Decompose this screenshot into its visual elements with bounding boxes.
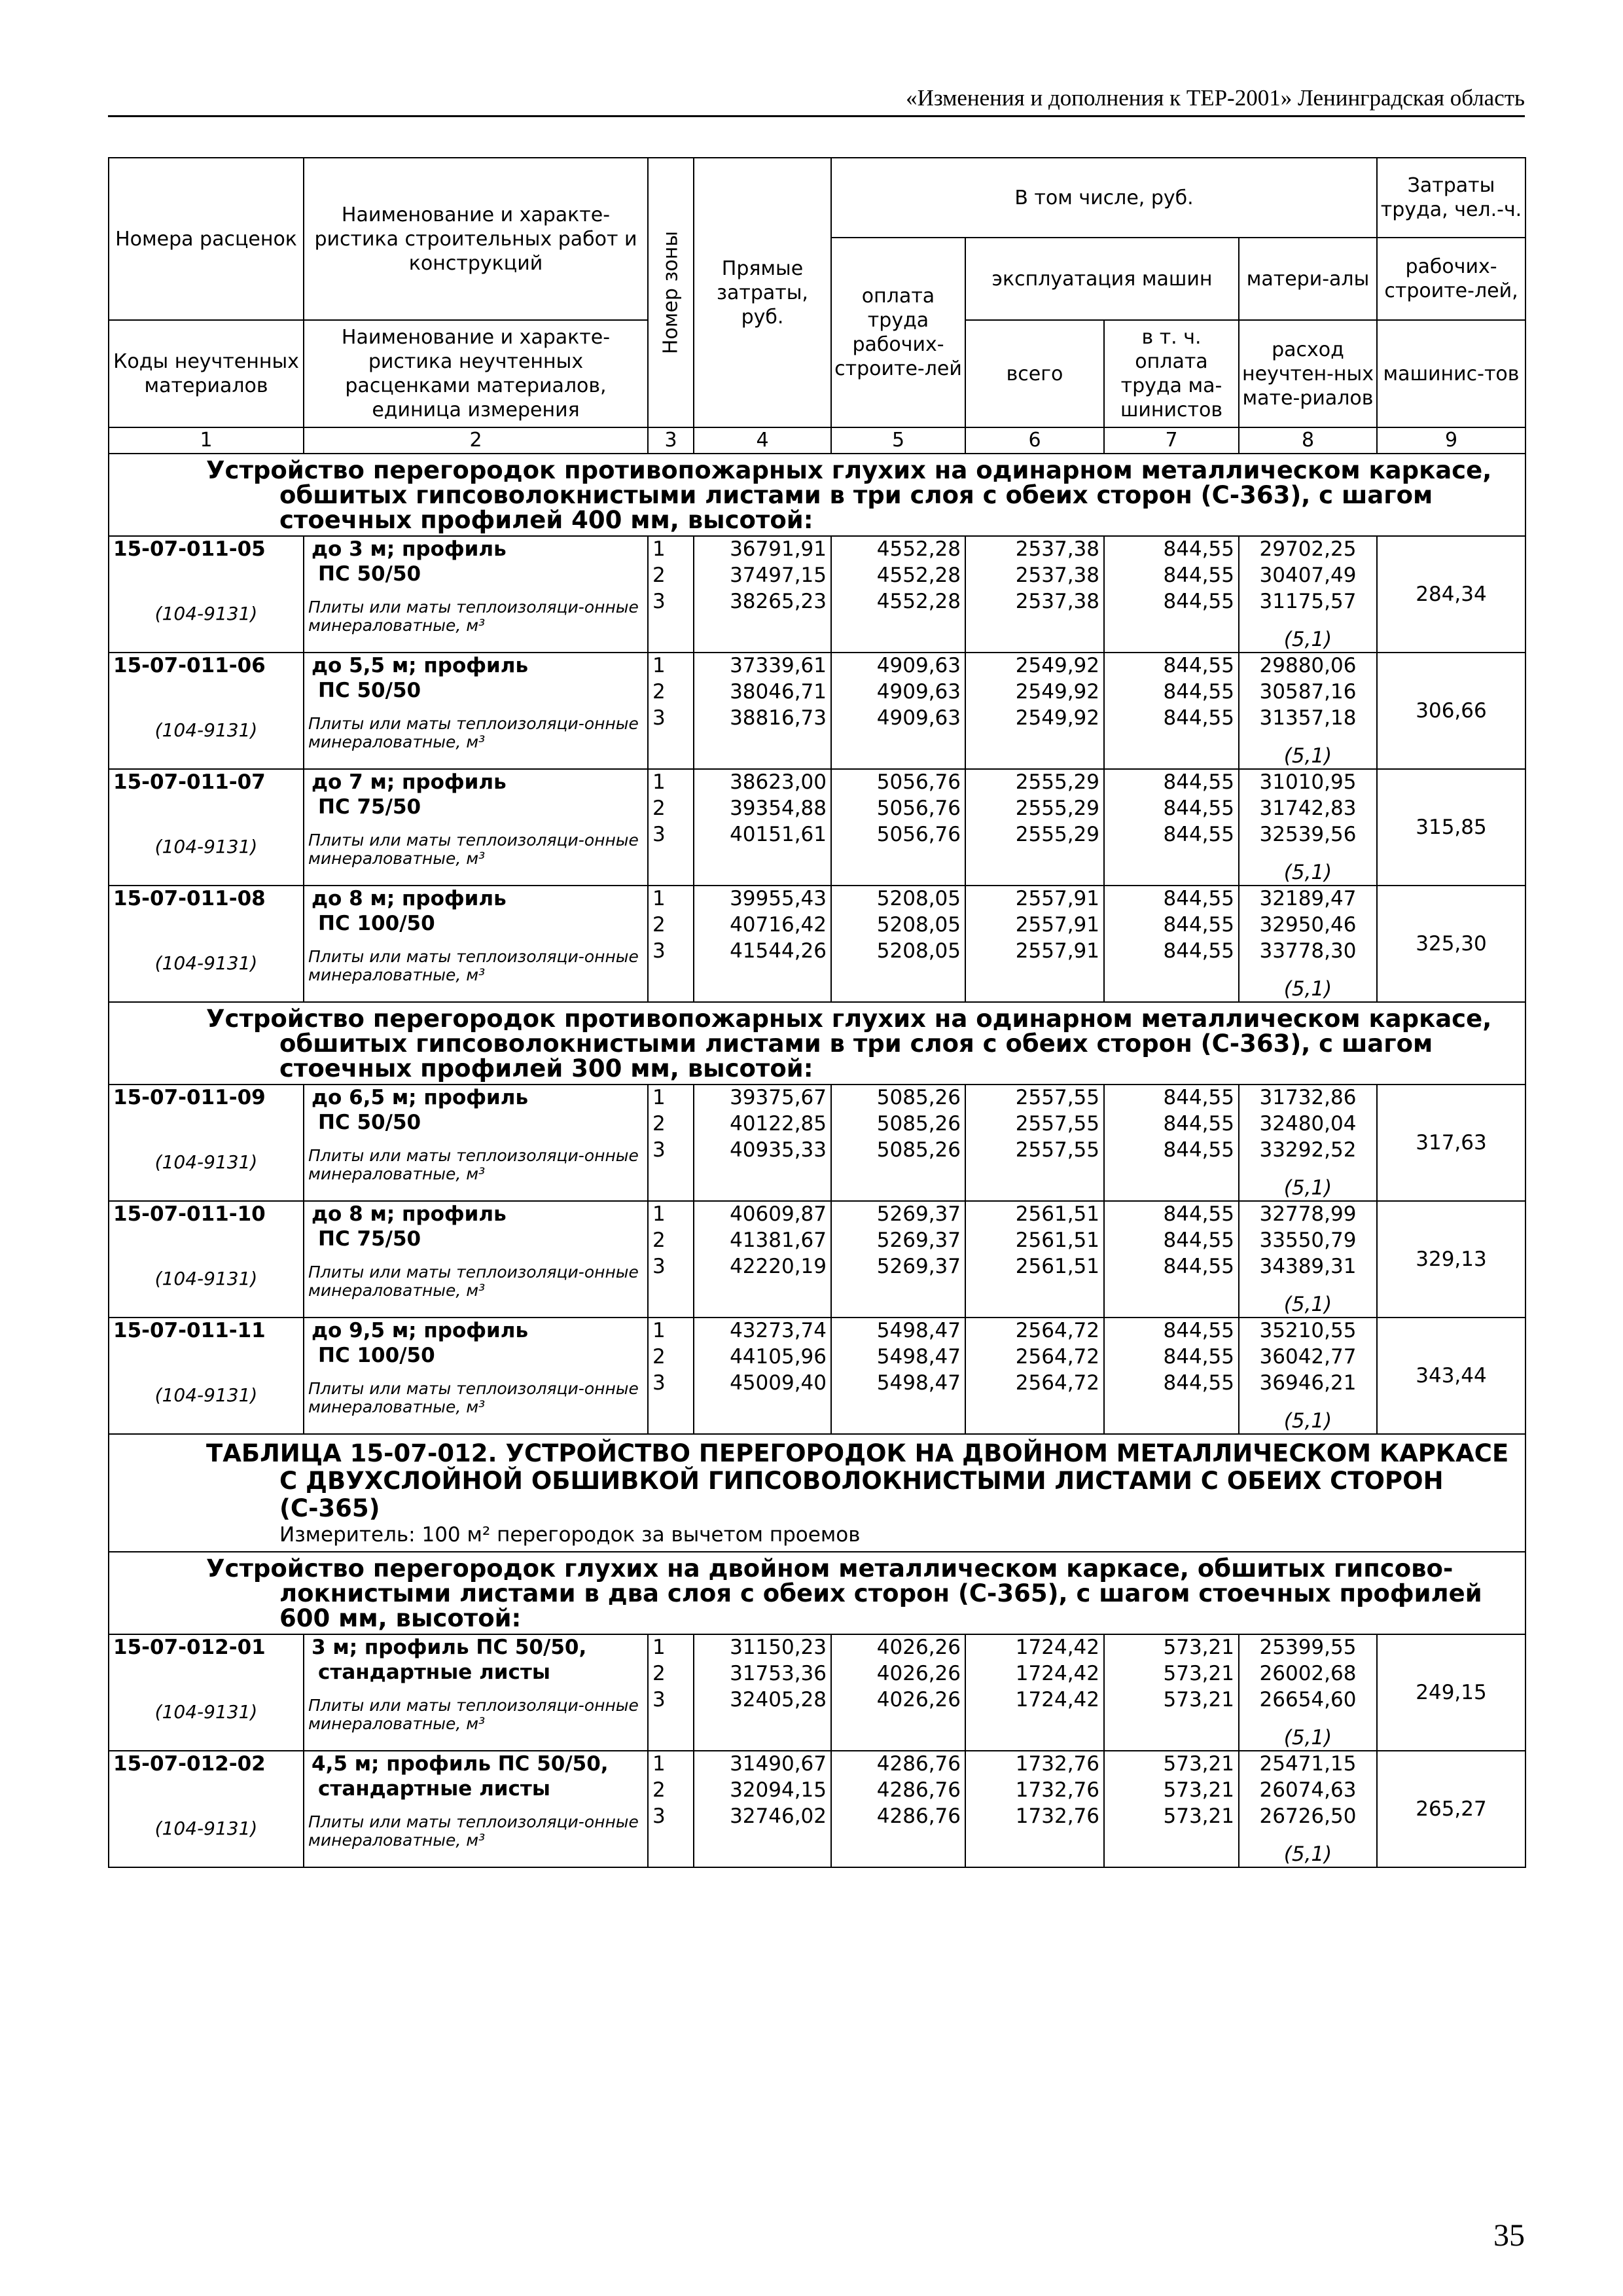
- materials-value: 31175,57: [1259, 590, 1357, 613]
- labor-cost-value: 5269,37: [876, 1202, 961, 1226]
- machine-cost-value: 1732,76: [1015, 1752, 1099, 1776]
- direct-cost-value: 39955,43: [730, 887, 827, 910]
- direct-cost-value: 32094,15: [730, 1778, 827, 1802]
- zone-value: 1: [652, 770, 666, 794]
- labor-hours-value: 284,34: [1377, 536, 1525, 653]
- section-heading: Устройство перегородок глухих на двойном металлическом каркасе, обшитых гипсово-локнистыми листами в два слоя с обеих сторон (С-365), с шагом стоечных профилей 600 мм, высотой:: [206, 1554, 1482, 1632]
- labor-cost-value: 5085,26: [876, 1138, 961, 1162]
- col-workers-header: рабочих-строите-лей,: [1377, 238, 1525, 320]
- materials-value: 29880,06: [1259, 654, 1357, 677]
- machine-cost-value: 1732,76: [1015, 1804, 1099, 1828]
- material-name: Плиты или маты теплоизоляци-онные минераловатные, м³: [308, 1696, 639, 1733]
- work-name: 4,5 м; профиль ПС 50/50,: [312, 1752, 609, 1776]
- material-name: Плиты или маты теплоизоляци-онные минераловатные, м³: [308, 1263, 639, 1300]
- table-measure: Измеритель: 100 м² перегородок за вычетом проемов: [279, 1523, 861, 1547]
- materials-value: 34389,31: [1259, 1255, 1357, 1278]
- labor-hours-value: 249,15: [1377, 1634, 1525, 1751]
- work-name: до 9,5 м; профиль: [312, 1319, 529, 1342]
- table-row: [109, 1751, 1525, 1867]
- machinist-labor-value: 844,55: [1163, 887, 1234, 910]
- machinist-labor-value: 844,55: [1163, 654, 1234, 677]
- zone-value: 1: [652, 1202, 666, 1226]
- materials-value: 31357,18: [1259, 706, 1357, 730]
- table-row: [109, 1085, 1525, 1201]
- direct-cost-value: 39375,67: [730, 1086, 827, 1109]
- zone-value: 3: [652, 1371, 666, 1395]
- labor-hours-value: 329,13: [1377, 1201, 1525, 1318]
- labor-cost-value: 5498,47: [876, 1345, 961, 1369]
- labor-hours-value: 265,27: [1377, 1751, 1525, 1867]
- labor-cost-value: 5208,05: [876, 913, 961, 937]
- work-name: до 6,5 м; профиль: [312, 1086, 529, 1109]
- machine-cost-value: 2564,72: [1015, 1371, 1099, 1395]
- zone-value: 3: [652, 939, 666, 963]
- materials-value: 31010,95: [1259, 770, 1357, 794]
- direct-cost-value: 38046,71: [730, 680, 827, 704]
- machinist-labor-value: 844,55: [1163, 1255, 1234, 1278]
- material-usage-value: (5,1): [1283, 744, 1332, 768]
- col-number: 6: [965, 427, 1104, 454]
- col-name2-header: Наименование и характе-ристика неучтенных расценками материалов, единица измерения: [304, 320, 648, 427]
- material-code: (104-9131): [154, 1818, 258, 1839]
- direct-cost-value: 43273,74: [730, 1319, 827, 1342]
- rate-code: 15-07-011-07: [113, 770, 266, 794]
- materials-value: 25399,55: [1259, 1636, 1357, 1659]
- col-number: 7: [1104, 427, 1239, 454]
- materials-value: 33778,30: [1259, 939, 1357, 963]
- labor-cost-value: 4552,28: [876, 590, 961, 613]
- direct-cost-value: 38816,73: [730, 706, 827, 730]
- labor-cost-value: 4286,76: [876, 1778, 961, 1802]
- direct-cost-value: 37339,61: [730, 654, 827, 677]
- table-head: [109, 158, 1525, 454]
- machine-cost-value: 2557,91: [1015, 887, 1099, 910]
- zone-value: 2: [652, 1662, 666, 1685]
- direct-cost-value: 40151,61: [730, 823, 827, 846]
- material-code: (104-9131): [154, 1268, 258, 1289]
- machinist-labor-value: 844,55: [1163, 913, 1234, 937]
- labor-hours-value: 343,44: [1377, 1318, 1525, 1434]
- machine-cost-value: 2557,91: [1015, 913, 1099, 937]
- material-usage-value: (5,1): [1283, 861, 1332, 884]
- col-machines-header: эксплуатация машин: [965, 238, 1239, 320]
- section-heading-row: [109, 454, 1525, 536]
- direct-cost-value: 31490,67: [730, 1752, 827, 1776]
- machine-cost-value: 2561,51: [1015, 1202, 1099, 1226]
- work-name: ПС 100/50: [318, 1344, 435, 1367]
- table-row: [109, 1201, 1525, 1318]
- zone-value: 3: [652, 590, 666, 613]
- section-heading-row: [109, 1552, 1525, 1634]
- labor-hours-value: 317,63: [1377, 1085, 1525, 1201]
- machinist-labor-value: 844,55: [1163, 1371, 1234, 1395]
- machine-cost-value: 2555,29: [1015, 797, 1099, 820]
- material-name: Плиты или маты теплоизоляци-онные минераловатные, м³: [308, 1812, 639, 1850]
- work-name: до 7 м; профиль: [312, 770, 507, 794]
- machine-cost-value: 1724,42: [1015, 1662, 1099, 1685]
- labor-cost-value: 4909,63: [876, 654, 961, 677]
- col-machinists-header: машинис-тов: [1377, 320, 1525, 427]
- col-number: 3: [648, 427, 694, 454]
- machinist-labor-value: 844,55: [1163, 537, 1234, 561]
- machine-cost-value: 2555,29: [1015, 823, 1099, 846]
- work-name: до 3 м; профиль: [312, 537, 507, 561]
- col-materials-header: матери-алы: [1239, 238, 1377, 320]
- machinist-labor-value: 844,55: [1163, 797, 1234, 820]
- work-name: до 8 м; профиль: [312, 1202, 507, 1226]
- section-heading: Устройство перегородок противопожарных глухих на одинарном металлическом каркасе, обшитых гипсоволокнистыми листами в три слоя с обеих сторон (С-363), с шагом стоечных профилей 300 мм, высотой:: [206, 1005, 1492, 1083]
- col-number: 8: [1239, 427, 1377, 454]
- direct-cost-value: 32405,28: [730, 1688, 827, 1712]
- table-row: [109, 886, 1525, 1002]
- material-usage-value: (5,1): [1283, 977, 1332, 1001]
- labor-cost-value: 5498,47: [876, 1319, 961, 1342]
- zone-value: 3: [652, 1138, 666, 1162]
- labor-cost-value: 5269,37: [876, 1229, 961, 1252]
- zone-value: 1: [652, 1752, 666, 1776]
- direct-cost-value: 42220,19: [730, 1255, 827, 1278]
- direct-cost-value: 31150,23: [730, 1636, 827, 1659]
- labor-cost-value: 4909,63: [876, 706, 961, 730]
- material-usage-value: (5,1): [1283, 628, 1332, 651]
- labor-cost-value: 5085,26: [876, 1112, 961, 1136]
- direct-cost-value: 36791,91: [730, 537, 827, 561]
- col-labor-hours-header: Затраты труда, чел.-ч.: [1377, 158, 1525, 238]
- materials-value: 32778,99: [1259, 1202, 1357, 1226]
- labor-cost-value: 5056,76: [876, 823, 961, 846]
- materials-value: 36042,77: [1259, 1345, 1357, 1369]
- rate-code: 15-07-011-05: [113, 537, 266, 561]
- material-usage-value: (5,1): [1283, 1293, 1332, 1316]
- materials-value: 26074,63: [1259, 1778, 1357, 1802]
- machine-cost-value: 1724,42: [1015, 1688, 1099, 1712]
- labor-hours-value: 315,85: [1377, 769, 1525, 886]
- machine-cost-value: 2557,55: [1015, 1086, 1099, 1109]
- labor-cost-value: 5269,37: [876, 1255, 961, 1278]
- machinist-labor-value: 844,55: [1163, 1138, 1234, 1162]
- rate-code: 15-07-012-01: [113, 1636, 266, 1659]
- materials-value: 26654,60: [1259, 1688, 1357, 1712]
- rate-code: 15-07-011-10: [113, 1202, 266, 1226]
- table-title: ТАБЛИЦА 15-07-012. УСТРОЙСТВО ПЕРЕГОРОДОК НА ДВОЙНОМ МЕТАЛЛИЧЕСКОМ КАРКАСЕ С ДВУХСЛОЙНОЙ ОБШИВКОЙ ГИПСОВОЛОКНИСТЫМИ ЛИСТАМИ С ОБЕИХ СТОРОН (С-365): [206, 1439, 1509, 1522]
- col-code2-header: Коды неучтенных материалов: [109, 320, 304, 427]
- machinist-labor-value: 844,55: [1163, 1112, 1234, 1136]
- material-name: Плиты или маты теплоизоляци-онные минераловатные, м³: [308, 714, 639, 751]
- materials-value: 31742,83: [1259, 797, 1357, 820]
- machine-cost-value: 2564,72: [1015, 1345, 1099, 1369]
- col-incl-header: В том числе, руб.: [831, 158, 1377, 238]
- machine-cost-value: 2537,38: [1015, 537, 1099, 561]
- labor-cost-value: 4026,26: [876, 1662, 961, 1685]
- zone-value: 1: [652, 654, 666, 677]
- material-code: (104-9131): [154, 952, 258, 974]
- labor-cost-value: 5208,05: [876, 887, 961, 910]
- zone-value: 2: [652, 913, 666, 937]
- machine-cost-value: 2561,51: [1015, 1255, 1099, 1278]
- machinist-labor-value: 844,55: [1163, 1202, 1234, 1226]
- machinist-labor-value: 573,21: [1163, 1688, 1234, 1712]
- col-mat-usage-header: расход неучтен-ных мате-риалов: [1239, 320, 1377, 427]
- labor-hours-value: 325,30: [1377, 886, 1525, 1002]
- labor-cost-value: 5085,26: [876, 1086, 961, 1109]
- materials-value: 33550,79: [1259, 1229, 1357, 1252]
- machinist-labor-value: 844,55: [1163, 564, 1234, 587]
- table-row: [109, 653, 1525, 769]
- col-number: 1: [109, 427, 304, 454]
- direct-cost-value: 40122,85: [730, 1112, 827, 1136]
- col-mach-total-header: всего: [965, 320, 1104, 427]
- material-name: Плиты или маты теплоизоляци-онные минераловатные, м³: [308, 831, 639, 868]
- material-code: (104-9131): [154, 719, 258, 741]
- machine-cost-value: 2557,55: [1015, 1138, 1099, 1162]
- labor-cost-value: 4026,26: [876, 1688, 961, 1712]
- machinist-labor-value: 844,55: [1163, 590, 1234, 613]
- direct-cost-value: 32746,02: [730, 1804, 827, 1828]
- materials-value: 30407,49: [1259, 564, 1357, 587]
- table-title-row: [109, 1434, 1525, 1552]
- work-name: до 8 м; профиль: [312, 887, 507, 910]
- zone-value: 2: [652, 1112, 666, 1136]
- zone-value: 3: [652, 706, 666, 730]
- machine-cost-value: 2561,51: [1015, 1229, 1099, 1252]
- zone-value: 3: [652, 1804, 666, 1828]
- machinist-labor-value: 573,21: [1163, 1662, 1234, 1685]
- machinist-labor-value: 844,55: [1163, 706, 1234, 730]
- work-name: ПС 50/50: [318, 1111, 421, 1134]
- zone-value: 1: [652, 1086, 666, 1109]
- zone-value: 3: [652, 1255, 666, 1278]
- direct-cost-value: 40716,42: [730, 913, 827, 937]
- col-number: 9: [1377, 427, 1525, 454]
- labor-cost-value: 4552,28: [876, 537, 961, 561]
- material-code: (104-9131): [154, 1151, 258, 1173]
- materials-value: 26726,50: [1259, 1804, 1357, 1828]
- col-mach-labor-header: в т. ч. оплата труда ма-шинистов: [1104, 320, 1239, 427]
- zone-value: 3: [652, 823, 666, 846]
- machine-cost-value: 1724,42: [1015, 1636, 1099, 1659]
- machine-cost-value: 2555,29: [1015, 770, 1099, 794]
- machine-cost-value: 2537,38: [1015, 590, 1099, 613]
- direct-cost-value: 31753,36: [730, 1662, 827, 1685]
- machinist-labor-value: 573,21: [1163, 1636, 1234, 1659]
- table-body: [109, 454, 1525, 1867]
- zone-value: 2: [652, 1229, 666, 1252]
- labor-cost-value: 5208,05: [876, 939, 961, 963]
- materials-value: 29702,25: [1259, 537, 1357, 561]
- col-name-header: Наименование и характе-ристика строительных работ и конструкций: [304, 158, 648, 320]
- direct-cost-value: 41544,26: [730, 939, 827, 963]
- rate-code: 15-07-012-02: [113, 1752, 266, 1776]
- labor-hours-value: 306,66: [1377, 653, 1525, 769]
- direct-cost-value: 45009,40: [730, 1371, 827, 1395]
- work-name: стандартные листы: [318, 1660, 550, 1684]
- labor-cost-value: 4909,63: [876, 680, 961, 704]
- machinist-labor-value: 844,55: [1163, 680, 1234, 704]
- material-usage-value: (5,1): [1283, 1842, 1332, 1866]
- machine-cost-value: 2557,55: [1015, 1112, 1099, 1136]
- work-name: ПС 100/50: [318, 912, 435, 935]
- table-row: [109, 1318, 1525, 1434]
- materials-value: 31732,86: [1259, 1086, 1357, 1109]
- machinist-labor-value: 573,21: [1163, 1804, 1234, 1828]
- work-name: ПС 50/50: [318, 562, 421, 586]
- zone-value: 2: [652, 1778, 666, 1802]
- material-usage-value: (5,1): [1283, 1726, 1332, 1749]
- rate-code: 15-07-011-11: [113, 1319, 266, 1342]
- labor-cost-value: 4286,76: [876, 1752, 961, 1776]
- direct-cost-value: 38265,23: [730, 590, 827, 613]
- machinist-labor-value: 844,55: [1163, 1086, 1234, 1109]
- labor-cost-value: 5056,76: [876, 770, 961, 794]
- materials-value: 35210,55: [1259, 1319, 1357, 1342]
- material-usage-value: (5,1): [1283, 1409, 1332, 1433]
- col-direct-header: Прямые затраты, руб.: [694, 158, 831, 427]
- materials-value: 32480,04: [1259, 1112, 1357, 1136]
- material-usage-value: (5,1): [1283, 1176, 1332, 1200]
- materials-value: 25471,15: [1259, 1752, 1357, 1776]
- labor-cost-value: 4026,26: [876, 1636, 961, 1659]
- col-number: 2: [304, 427, 648, 454]
- zone-value: 1: [652, 537, 666, 561]
- material-code: (104-9131): [154, 836, 258, 857]
- machinist-labor-value: 844,55: [1163, 770, 1234, 794]
- work-name: ПС 75/50: [318, 1227, 421, 1251]
- rate-code: 15-07-011-09: [113, 1086, 266, 1109]
- running-header: «Изменения и дополнения к ТЕР-2001» Ленинградская область: [108, 84, 1525, 117]
- direct-cost-value: 41381,67: [730, 1229, 827, 1252]
- materials-value: 32539,56: [1259, 823, 1357, 846]
- labor-cost-value: 4552,28: [876, 564, 961, 587]
- material-name: Плиты или маты теплоизоляци-онные минераловатные, м³: [308, 1146, 639, 1183]
- col-number: 4: [694, 427, 831, 454]
- materials-value: 26002,68: [1259, 1662, 1357, 1685]
- rate-code: 15-07-011-08: [113, 887, 266, 910]
- labor-cost-value: 5498,47: [876, 1371, 961, 1395]
- col-number: 5: [831, 427, 965, 454]
- materials-value: 30587,16: [1259, 680, 1357, 704]
- col-zone-header: Номер зоны: [648, 158, 694, 427]
- rate-code: 15-07-011-06: [113, 654, 266, 677]
- work-name: ПС 50/50: [318, 679, 421, 702]
- machine-cost-value: 2557,91: [1015, 939, 1099, 963]
- machine-cost-value: 1732,76: [1015, 1778, 1099, 1802]
- zone-value: 2: [652, 1345, 666, 1369]
- machinist-labor-value: 573,21: [1163, 1752, 1234, 1776]
- work-name: ПС 75/50: [318, 795, 421, 819]
- material-code: (104-9131): [154, 1384, 258, 1406]
- col-labor-cost-header: оплата труда рабочих-строите-лей: [831, 238, 965, 427]
- direct-cost-value: 39354,88: [730, 797, 827, 820]
- direct-cost-value: 44105,96: [730, 1345, 827, 1369]
- material-code: (104-9131): [154, 1701, 258, 1723]
- machinist-labor-value: 844,55: [1163, 1229, 1234, 1252]
- work-name: стандартные листы: [318, 1777, 550, 1801]
- zone-value: 3: [652, 1688, 666, 1712]
- machinist-labor-value: 844,55: [1163, 939, 1234, 963]
- page-number: 35: [1493, 2218, 1525, 2253]
- direct-cost-value: 40609,87: [730, 1202, 827, 1226]
- table-row: [109, 536, 1525, 653]
- materials-value: 32950,46: [1259, 913, 1357, 937]
- zone-value: 1: [652, 1319, 666, 1342]
- zone-value: 2: [652, 797, 666, 820]
- machine-cost-value: 2537,38: [1015, 564, 1099, 587]
- materials-value: 36946,21: [1259, 1371, 1357, 1395]
- direct-cost-value: 38623,00: [730, 770, 827, 794]
- materials-value: 32189,47: [1259, 887, 1357, 910]
- labor-cost-value: 4286,76: [876, 1804, 961, 1828]
- col-code-header: Номера расценок: [109, 158, 304, 320]
- machinist-labor-value: 844,55: [1163, 1319, 1234, 1342]
- table-row: [109, 1634, 1525, 1751]
- section-heading-row: [109, 1002, 1525, 1085]
- material-name: Плиты или маты теплоизоляци-онные минераловатные, м³: [308, 598, 639, 635]
- zone-value: 2: [652, 680, 666, 704]
- direct-cost-value: 37497,15: [730, 564, 827, 587]
- material-code: (104-9131): [154, 603, 258, 624]
- work-name: до 5,5 м; профиль: [312, 654, 529, 677]
- direct-cost-value: 40935,33: [730, 1138, 827, 1162]
- machinist-labor-value: 573,21: [1163, 1778, 1234, 1802]
- machine-cost-value: 2564,72: [1015, 1319, 1099, 1342]
- work-name: 3 м; профиль ПС 50/50,: [312, 1636, 587, 1659]
- material-name: Плиты или маты теплоизоляци-онные минераловатные, м³: [308, 1379, 639, 1416]
- section-heading: Устройство перегородок противопожарных глухих на одинарном металлическом каркасе, обшитых гипсоволокнистыми листами в три слоя с обеих сторон (С-363), с шагом стоечных профилей 400 мм, высотой:: [206, 456, 1492, 534]
- labor-cost-value: 5056,76: [876, 797, 961, 820]
- material-name: Плиты или маты теплоизоляци-онные минераловатные, м³: [308, 947, 639, 984]
- machine-cost-value: 2549,92: [1015, 680, 1099, 704]
- materials-value: 33292,52: [1259, 1138, 1357, 1162]
- machinist-labor-value: 844,55: [1163, 823, 1234, 846]
- zone-value: 2: [652, 564, 666, 587]
- table-row: [109, 769, 1525, 886]
- machine-cost-value: 2549,92: [1015, 654, 1099, 677]
- price-table: [108, 157, 1526, 1868]
- zone-value: 1: [652, 1636, 666, 1659]
- machinist-labor-value: 844,55: [1163, 1345, 1234, 1369]
- zone-value: 1: [652, 887, 666, 910]
- machine-cost-value: 2549,92: [1015, 706, 1099, 730]
